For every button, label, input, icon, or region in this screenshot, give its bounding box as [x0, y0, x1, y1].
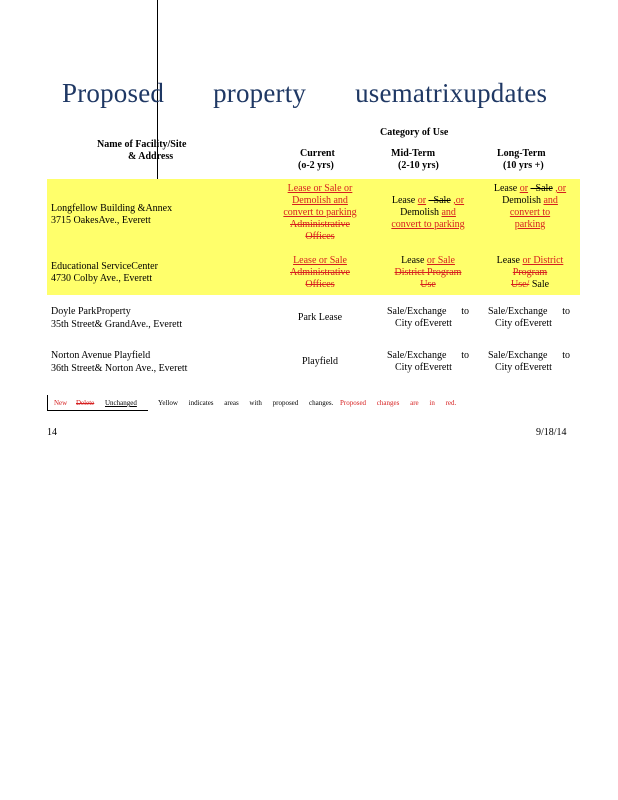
legend-unchanged: Unchanged	[105, 399, 137, 407]
row-address: 4730 Colby Ave., Everett	[51, 273, 153, 284]
row-mid: Sale/Exchange to City ofEverett	[387, 306, 469, 329]
row-mid: Lease or –Sale ,or Demolish and convert to parking	[391, 195, 465, 230]
row-address: 36th Street& Norton Ave., Everett	[51, 363, 188, 374]
title-word-3: usematrixupdates	[355, 78, 548, 108]
header-address: & Address	[128, 151, 174, 162]
header-current: Current	[300, 148, 335, 159]
header-category: Category of Use	[380, 127, 449, 138]
row-name: Longfellow Building &Annex	[51, 203, 173, 214]
footer-date: 9/18/14	[536, 427, 567, 438]
row-long: Lease or District Program Use/ Sale	[496, 255, 564, 290]
row-address: 3715 OakesAve., Everett	[51, 215, 151, 226]
row-mid: Sale/Exchange to City ofEverett	[387, 350, 469, 373]
legend-new: New	[54, 399, 68, 407]
row-name: Doyle ParkProperty	[51, 306, 131, 317]
row-long: Sale/Exchange to City ofEverett	[488, 350, 570, 373]
row-current: Lease or Sale Administrative Offices	[290, 255, 350, 290]
row-current: Park Lease	[297, 312, 343, 323]
row-current: Lease or Sale or Demolish and convert to parking Administrative Offices	[283, 183, 357, 242]
row-mid: Lease or Sale District Program Use	[394, 255, 462, 290]
header-long-sub: (10 yrs +)	[503, 160, 544, 171]
row-name: Educational ServiceCenter	[51, 261, 158, 272]
legend-delete: Delete	[76, 399, 95, 407]
header-current-sub: (o-2 yrs)	[298, 160, 334, 171]
header-mid-sub: (2-10 yrs)	[398, 160, 439, 171]
header-mid: Mid-Term	[391, 148, 436, 159]
row-address: 35th Street& GrandAve., Everett	[51, 319, 183, 330]
row-current: Playfield	[301, 356, 339, 367]
header-name: Name of Facility/Site	[97, 139, 187, 150]
row-long: Sale/Exchange to City ofEverett	[488, 306, 570, 329]
header-long: Long-Term	[497, 148, 546, 159]
legend-red-note: Proposed changes are in red.	[340, 399, 457, 407]
legend-yellow-note: Yellow indicates areas with proposed changes.	[158, 399, 334, 407]
title-word-2: property	[213, 78, 307, 108]
title-word-1: Proposed	[62, 78, 165, 108]
row-long: Lease or –Sale ,or Demolish and convert to parking	[493, 183, 567, 230]
page-title	[62, 78, 547, 109]
page-number: 14	[47, 427, 57, 438]
row-name: Norton Avenue Playfield	[51, 350, 151, 361]
